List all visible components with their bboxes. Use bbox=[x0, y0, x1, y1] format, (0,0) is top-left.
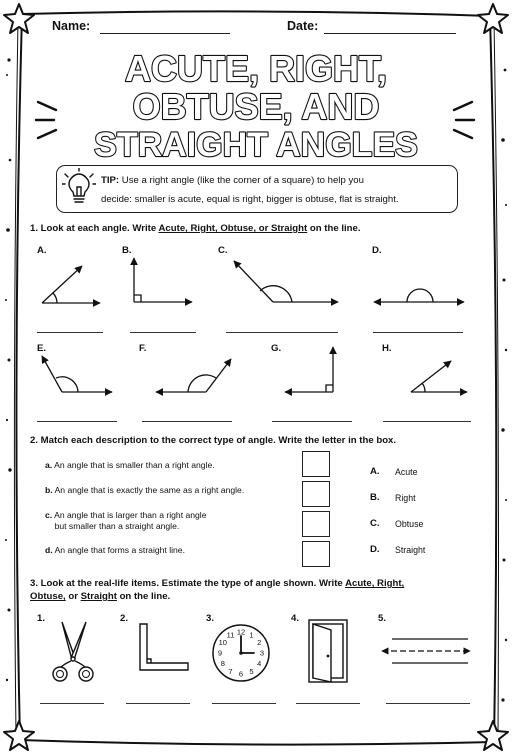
answer-box-d[interactable] bbox=[302, 541, 330, 567]
clock-number: 2 bbox=[257, 638, 262, 648]
clock-number: 8 bbox=[220, 659, 225, 669]
clock-number: 1 bbox=[249, 630, 254, 640]
clock-icon bbox=[210, 622, 272, 684]
title-line-3: STRAIGHT ANGLES bbox=[94, 126, 418, 162]
scissors-icon bbox=[48, 618, 98, 684]
angle-b bbox=[134, 258, 192, 302]
answer-box-b[interactable] bbox=[302, 481, 330, 507]
item-label-3: 3. bbox=[206, 613, 215, 624]
item-label-5: 5. bbox=[378, 613, 387, 624]
lightbulb-icon bbox=[62, 168, 96, 208]
question-3-instruction: 3. Look at the real-life items. Estimate the type of angle shown. Write Acute, Right, Obtuse, or Straight on the line. bbox=[30, 578, 405, 602]
option-text-right: Right bbox=[395, 493, 416, 503]
star-icon bbox=[476, 2, 510, 36]
answer-box-a[interactable] bbox=[302, 451, 330, 477]
description-d: d. An angle that forms a straight line. bbox=[45, 545, 185, 555]
answer-line-item-1[interactable] bbox=[40, 703, 104, 704]
angle-drawings bbox=[0, 240, 512, 430]
answer-line-d[interactable] bbox=[373, 332, 463, 333]
title-line-1: ACUTE, RIGHT, bbox=[124, 48, 388, 89]
answer-line-item-4[interactable] bbox=[296, 703, 360, 704]
angle-label-c: C. bbox=[218, 245, 228, 256]
star-icon bbox=[476, 719, 510, 753]
angle-label-f: F. bbox=[139, 343, 147, 354]
clock-number: 9 bbox=[217, 648, 223, 658]
door-icon bbox=[299, 616, 353, 686]
description-a: a. An angle that is smaller than a right angle. bbox=[45, 460, 215, 470]
angle-c bbox=[234, 261, 338, 302]
description-b: b. An angle that is exactly the same as a right angle. bbox=[45, 485, 245, 495]
angle-label-d: D. bbox=[372, 245, 382, 256]
date-field[interactable] bbox=[324, 33, 456, 34]
angle-h bbox=[411, 361, 467, 392]
angle-d bbox=[374, 289, 464, 302]
q1-emphasis: Acute, Right, Obtuse, or Straight bbox=[158, 223, 308, 234]
name-field[interactable] bbox=[100, 33, 230, 34]
clock-number: 3 bbox=[259, 648, 265, 658]
answer-line-g[interactable] bbox=[272, 421, 352, 422]
angle-label-b: B. bbox=[122, 245, 132, 256]
answer-line-a[interactable] bbox=[37, 332, 103, 333]
angle-f bbox=[156, 359, 231, 392]
option-text-straight: Straight bbox=[395, 545, 426, 555]
question-1-instruction: 1. Look at each angle. Write Acute, Right, Obtuse, or Straight on the line. bbox=[30, 223, 361, 234]
option-letter-d: D. bbox=[370, 544, 380, 555]
sparkle-lines-icon bbox=[30, 96, 64, 142]
item-label-4: 4. bbox=[291, 613, 300, 624]
tip-line-2: decide: smaller is acute, equal is right, bigger is obtuse, flat is straight. bbox=[101, 194, 399, 205]
answer-box-c[interactable] bbox=[302, 511, 330, 537]
option-text-acute: Acute bbox=[395, 467, 418, 477]
angle-g bbox=[285, 347, 333, 392]
option-letter-c: C. bbox=[370, 518, 380, 529]
clock-number: 4 bbox=[257, 659, 262, 669]
question-2-instruction: 2. Match each description to the correct type of angle. Write the letter in the box. bbox=[30, 435, 397, 446]
item-label-1: 1. bbox=[37, 613, 46, 624]
answer-line-item-2[interactable] bbox=[126, 703, 190, 704]
option-text-obtuse: Obtuse bbox=[395, 519, 424, 529]
answer-line-f[interactable] bbox=[142, 421, 232, 422]
clock-number: 6 bbox=[238, 669, 244, 679]
tip-label: TIP: bbox=[101, 175, 120, 186]
tip-text bbox=[101, 171, 453, 209]
description-c: c. An angle that is larger than a right angle but smaller than a straight angle. bbox=[45, 510, 207, 531]
name-label: Name: bbox=[52, 19, 91, 33]
option-letter-a: A. bbox=[370, 466, 380, 477]
answer-line-e[interactable] bbox=[37, 421, 117, 422]
star-icon bbox=[2, 2, 36, 36]
star-icon bbox=[2, 719, 36, 753]
clock-number: 10 bbox=[218, 638, 227, 648]
item-label-2: 2. bbox=[120, 613, 129, 624]
page-title bbox=[40, 44, 472, 162]
angle-label-a: A. bbox=[37, 245, 47, 256]
clock-number: 12 bbox=[236, 627, 246, 637]
angle-e bbox=[42, 356, 112, 392]
title-line-2: OBTUSE, AND bbox=[132, 86, 380, 127]
angle-label-g: G. bbox=[271, 343, 282, 354]
angle-a bbox=[42, 266, 100, 303]
date-label: Date: bbox=[287, 19, 319, 33]
tip-line-1: Use a right angle (like the corner of a square) to help you bbox=[121, 175, 364, 186]
answer-line-item-3[interactable] bbox=[212, 703, 276, 704]
clock-number: 11 bbox=[226, 630, 235, 640]
answer-line-item-5[interactable] bbox=[386, 703, 470, 704]
angle-label-h: H. bbox=[382, 343, 392, 354]
angle-label-e: E. bbox=[37, 343, 47, 354]
ruler-corner-icon bbox=[134, 620, 192, 676]
sparkle-lines-icon bbox=[446, 96, 480, 142]
clock-number: 5 bbox=[249, 666, 254, 676]
clock-number: 7 bbox=[228, 666, 233, 676]
option-letter-b: B. bbox=[370, 492, 380, 503]
answer-line-c[interactable] bbox=[226, 332, 338, 333]
answer-line-h[interactable] bbox=[383, 421, 471, 422]
straight-line-icon bbox=[378, 632, 474, 670]
answer-line-b[interactable] bbox=[130, 332, 196, 333]
